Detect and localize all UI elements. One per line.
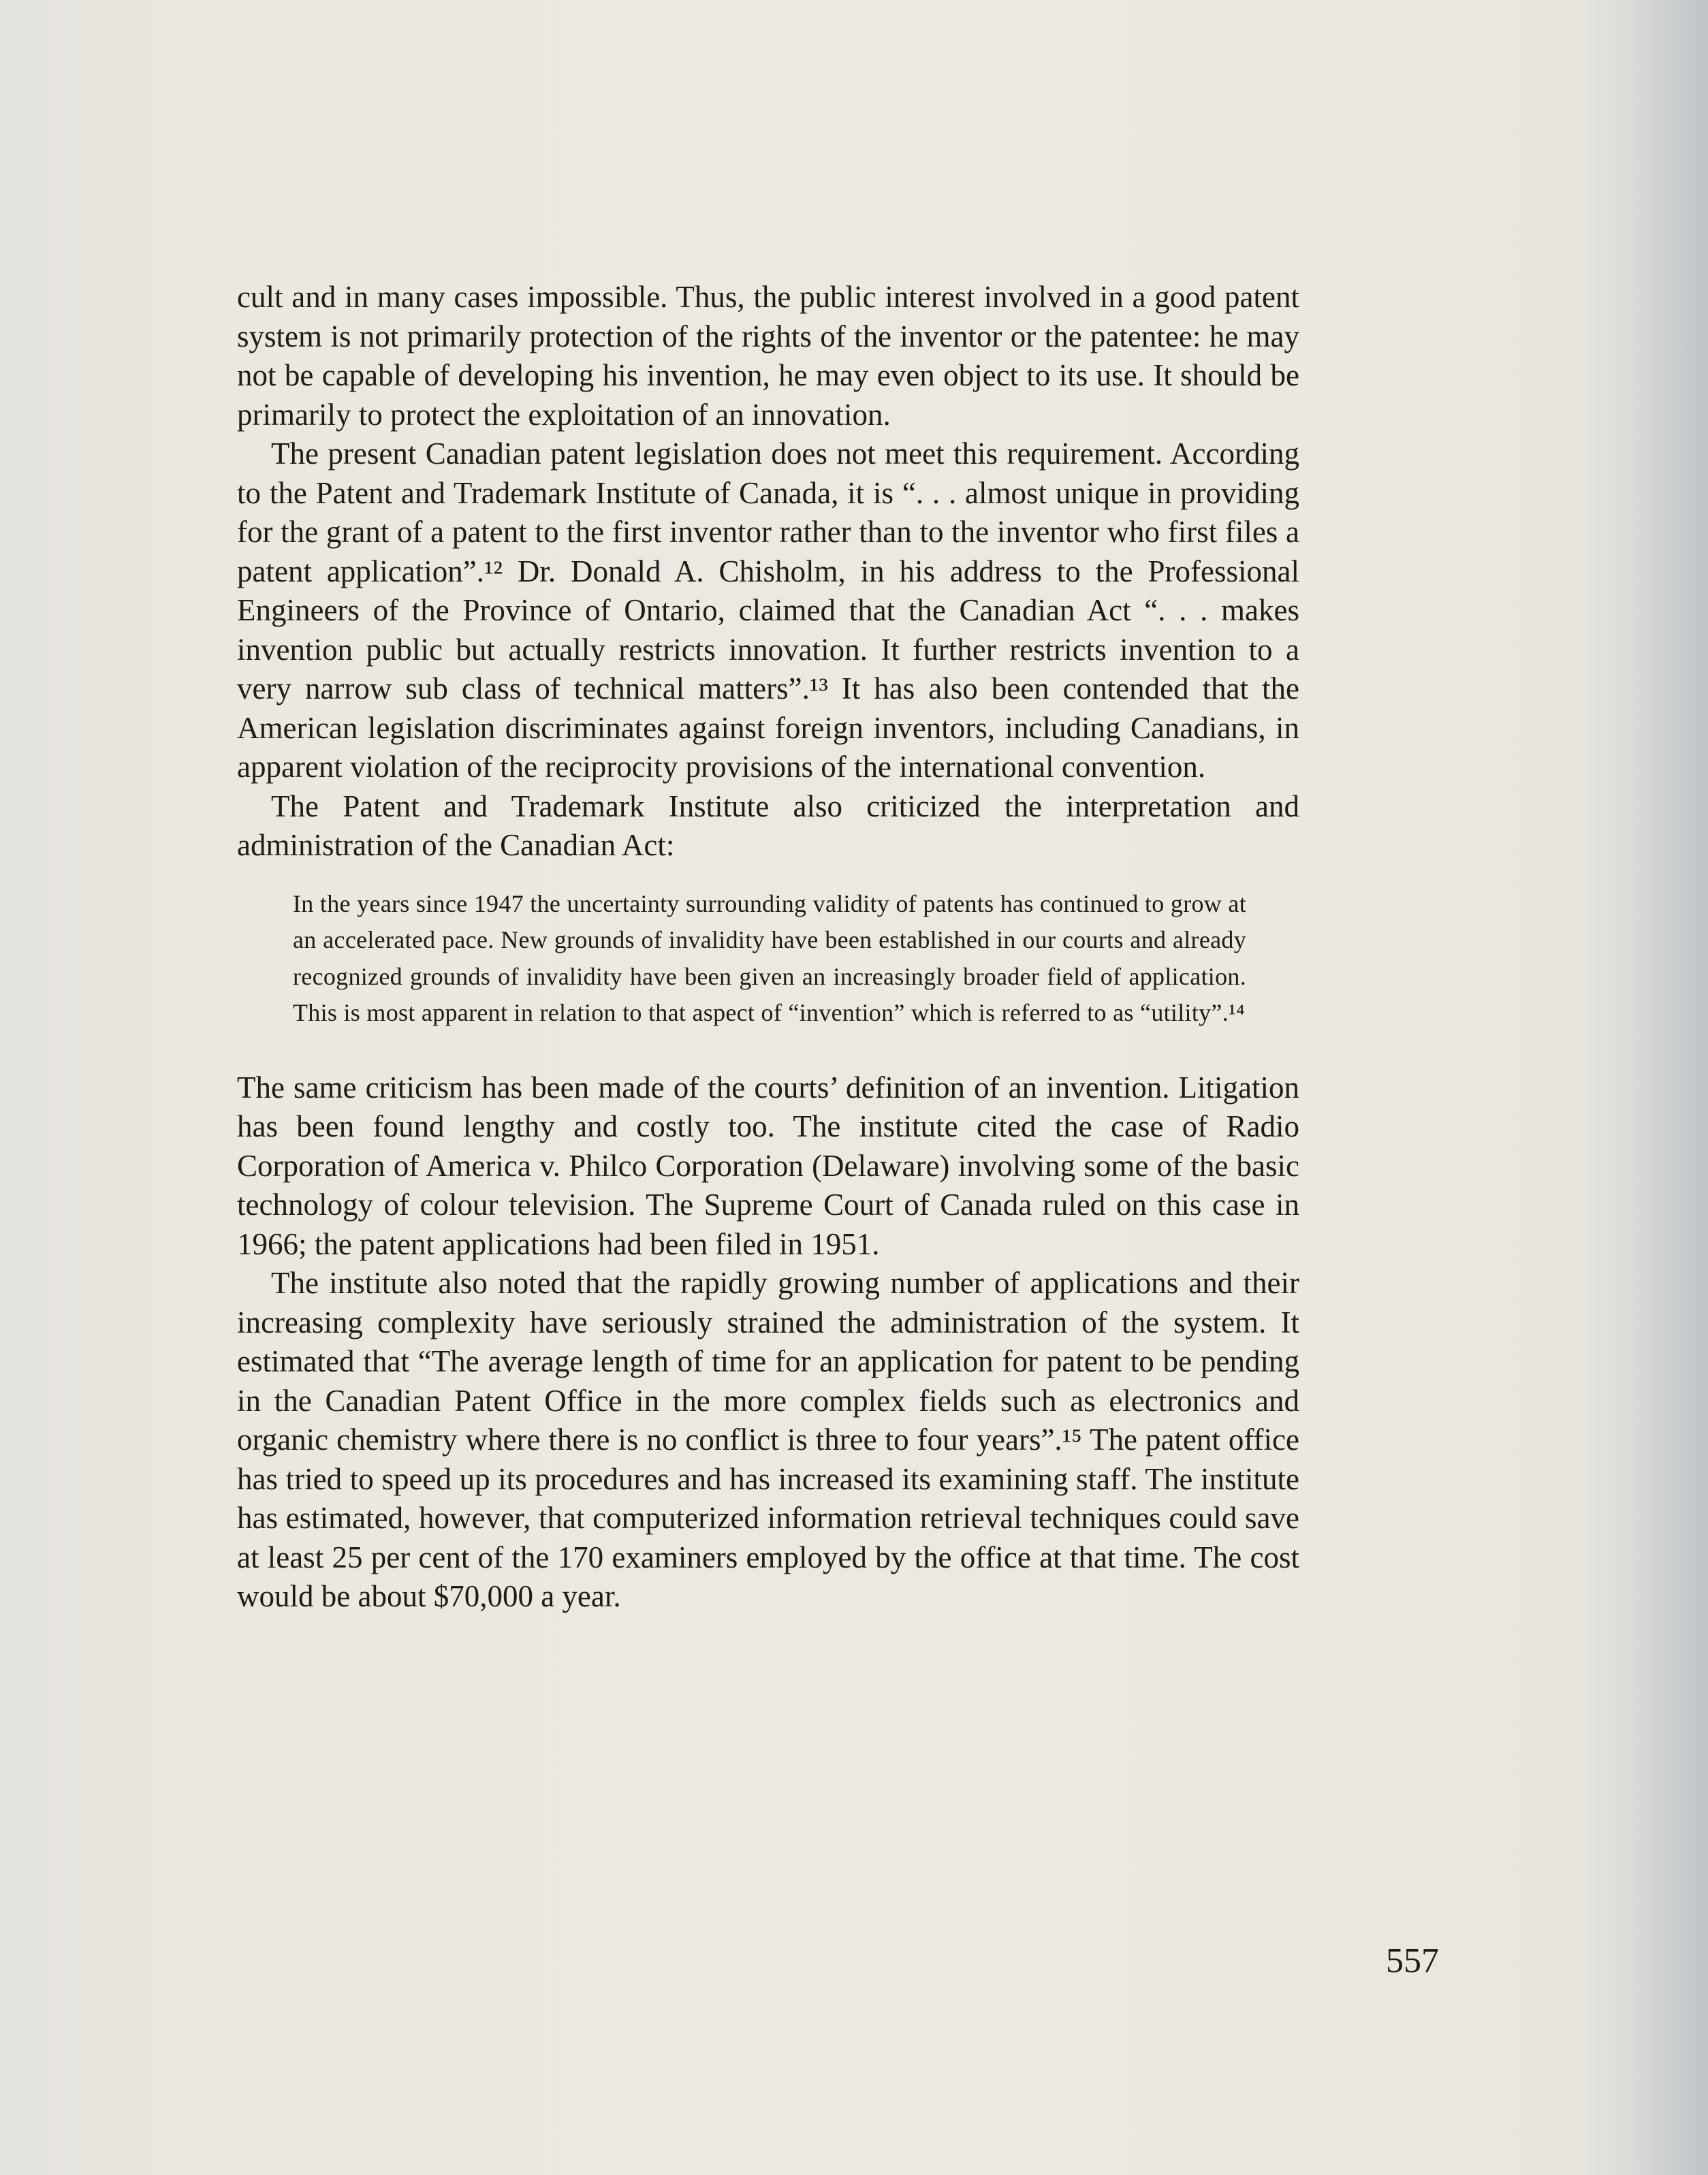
page-edge-shadow (1633, 0, 1708, 2175)
page-number: 557 (1386, 1941, 1439, 1980)
paragraph-5: The institute also noted that the rapidly growing number of applications and their increasing complexity have seriously strained the administration of the system. It estimated that “The average length of time for an application for patent to be pending in the Canadian Patent Office in the more complex fields such as electronics and organic chemistry where there is no conflict is three to four years”.¹⁵ The patent office has tried to speed up its procedures and has increased its examining staff. The institute has estimated, however, that computerized information retrieval techniques could save at least 25 per cent of the 170 examiners employed by the office at that time. The cost would be about $70,000 a year. (237, 1266, 1299, 1613)
paragraph-2: The present Canadian patent legislation does not meet this requirement. According to the Patent and Trademark Institute of Canada, it is “. . . almost unique in providing for the grant of a patent to the first inventor rather than to the inventor who first files a patent application”.¹² Dr. Donald A. Chisholm, in his address to the Professional Engineers of the Province of Ontario, claimed that the Canadian Act “. . . makes invention public but actually restricts innovation. It further restricts invention to a very narrow sub class of technical matters”.¹³ It has also been contended that the American legislation discriminates against foreign inventors, including Canadians, in apparent violation of the reciprocity provisions of the international convention. (237, 436, 1299, 784)
paragraph-4: The same criticism has been made of the courts’ definition of an invention. Litigation has been found lengthy and costly too. The institute cited the case of Radio Corporation of America v. Philco Corporation (Delaware) involving some of the basic technology of colour television. The Supreme Court of Canada ruled on this case in 1966; the patent applications had been filed in 1951. (237, 1070, 1299, 1261)
block-quote: In the years since 1947 the uncertainty surrounding validity of patents has continued to grow at an accelerated pace. New grounds of invalidity have been established in our courts and already recognized grounds of invalidity have been given an increasingly broader field of application. This is most apparent in relation to that aspect of “invention” which is referred to as “utility”.¹⁴ (293, 889, 1246, 1026)
paragraph-1: cult and in many cases impossible. Thus, the public interest involved in a good patent system is not primarily protection of the rights of the inventor or the patentee: he may not be capable of developing his invention, he may even object to its use. It should be primarily to protect the exploitation of an innovation. (237, 280, 1299, 432)
paragraph-3: The Patent and Trademark Institute also criticized the interpretation and administration of the Canadian Act: (237, 789, 1299, 862)
body-text (237, 278, 1299, 1617)
